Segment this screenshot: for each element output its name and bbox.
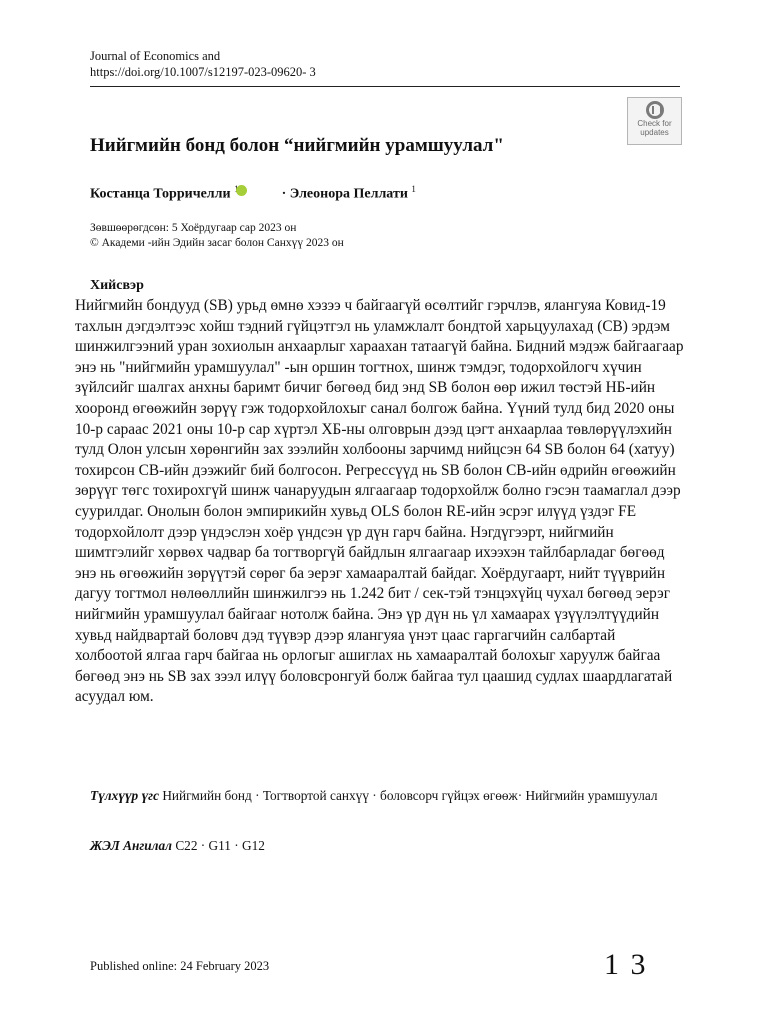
jel-codes: C22 · G11 · G12 (175, 838, 265, 853)
badge-line-2: updates (640, 128, 669, 137)
journal-header (90, 48, 316, 80)
copyright-line: © Академи -ийн Эдийн засаг болон Санхүү 2023 он (90, 237, 344, 249)
check-for-updates-badge[interactable] (627, 97, 682, 145)
keywords-label: Түлхүүр үгс (90, 788, 159, 803)
orcid-icon[interactable] (236, 185, 247, 196)
abstract-body (75, 296, 685, 708)
badge-line-1: Check for (637, 119, 672, 128)
keywords (90, 787, 692, 804)
abstract-text: Нийгмийн бондууд (SB) урьд өмнө хэзээ ч байгаагүй өсөлтийг гэрчлэв, ялангуяа Ковид-19 тахлын дэгдэлтээс хойш тэдний гүйцэтгэл нь уламжлалт бондтой харьцуулахад (CB) эрдэм шинжилгээний уран зохиолын анхаарлыг хараахан татаагүй байна. Бидний мэдэж байгаагаар энэ нь "нийгмийн урамшуулал" -ын оршин тогтнох, шинж тэмдэг, тодорхойлогч хүчин зүйлсийг шалгах анхны баримт бичиг бөгөөд бид энд SB болон өөр ижил төстэй НБ-ийн хооронд өгөөжийн зөрүү гэж тодорхойлохыг санал болгож байна. Үүний тулд бид 2020 оны 10-р сараас 2021 оны 10-р сар хүртэл ХБ-ны олговрын дээд цэгт анхаарлаа төвлөрүүлэхийн тулд Олон улсын хөрөнгийн зах зээлийн холбооны зарчимд нийцсэн 64 SB болон 64 (хатуу) тохирсон CB-ийн дээжийг бий болгосон. Регрессүүд нь SB болон CB-ийн өдрийн өгөөжийн зөрүүг төгс тохирохгүй шинж чанаруудын ялгаагаар тодорхойлж болно гэсэн таамаглал дээр суурилдаг. Онолын болон эмпирикийн хувьд OLS болон RE-ийн эсрэг илүүд үздэг FE тодорхойлолт дээр үндэслэн хоёр үндсэн үр дүн гарч байна. Нэгдүгээрт, нийгмийн шимтгэлийг хөрвөх чадвар ба тогтворгүй байдлын ялгаагаар ихээхэн тайлбарладаг бөгөөд энэ нь өгөөжийн зөрүүтэй сөрөг ба эерэг хамааралтай байдаг. Хоёрдугаарт, нийт түүврийн дагуу тогтмол нөлөөллийн шинжилгээ нь 1.242 бит / сек-тэй тэнцэхүйц чухал бөгөөд эерэг нийгмийн урамшуулал байгааг нотолж байна. Энэ үр дүн нь үл хамаарах үзүүлэлтүүдийн хувьд найдвартай боловч дэд түүвэр дээр ялангуяа үнэт цаас гаргагчийн салбартай холбоотой ялгаа гарч байгаа нь орлогыг ашиглах нь хамааралтай болохыг харуулж байгаа бөгөөд энэ нь SB зах зээл илүү боловсронгуй болж байгаа тул цаашид судлах шаардлагатай асуудал юм. (75, 297, 684, 706)
author-separator: · (281, 186, 287, 202)
article-dates (90, 221, 344, 251)
jel-classification (90, 838, 265, 854)
check-for-updates-icon (646, 101, 664, 119)
keywords-text: Нийгмийн бонд · Тогтвортой санхүү · боловсорч гүйцэх өгөөж· Нийгмийн урамшуулал (162, 788, 658, 803)
author-name[interactable]: Костанца Торричелли (90, 186, 231, 202)
springer-logo: 1 3 (604, 948, 648, 981)
doi-link[interactable]: https://doi.org/10.1007/s12197-023-09620- 3 (90, 65, 316, 79)
paper-title: Нийгмийн бонд болон “нийгмийн урамшуулал" (90, 135, 504, 156)
author-name[interactable]: Элеонора Пеллати (289, 186, 408, 202)
journal-name: Journal of Economics and (90, 49, 221, 63)
author-affiliation: 1 (411, 184, 416, 194)
accepted-date: Зөвшөөрөгдсөн: 5 Хоёрдугаар сар 2023 он (90, 222, 297, 234)
header-rule (90, 86, 680, 87)
jel-label: ЖЭЛ Ангилал (90, 838, 172, 853)
published-online: Published online: 24 February 2023 (90, 959, 270, 973)
author-list (90, 180, 416, 204)
abstract-heading: Хийсвэр (90, 278, 144, 293)
